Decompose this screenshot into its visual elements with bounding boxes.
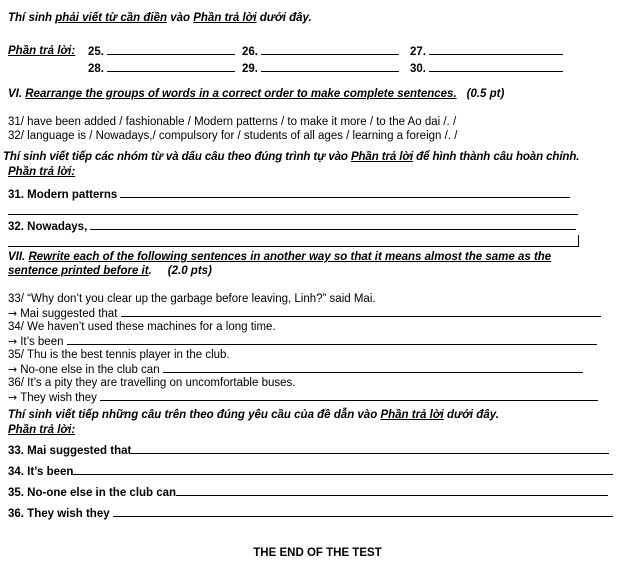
blank-25[interactable] — [88, 44, 235, 59]
blank-number: 25. — [88, 46, 104, 58]
blank-number: 26. — [242, 46, 258, 58]
instruction-answer-ref: Phần trả lời — [350, 151, 414, 163]
instruction-answer-ref: Phần trả lời — [193, 12, 257, 24]
instruction-text: để hình thành câu hoàn chỉnh. — [413, 151, 580, 163]
answer-line[interactable] — [90, 219, 576, 230]
arrow-right-icon: → — [8, 307, 18, 320]
answer-31 — [8, 187, 570, 202]
section-7-heading — [8, 250, 551, 264]
answer-prompt: 34. It’s been — [8, 466, 74, 478]
prompt-33 — [8, 306, 601, 321]
answer-34 — [8, 464, 613, 479]
prompt-text: Mai suggested that — [20, 308, 118, 320]
section-7-heading-line2 — [8, 264, 212, 278]
blank-28[interactable] — [88, 61, 235, 76]
blank-line[interactable] — [107, 61, 235, 72]
instruction-section-7 — [8, 408, 499, 422]
blank-29[interactable] — [242, 61, 399, 76]
blank-number: 29. — [242, 63, 258, 75]
answer-line[interactable] — [8, 214, 578, 215]
arrow-right-icon: → — [8, 335, 18, 348]
blank-line[interactable] — [429, 44, 563, 55]
question-36: 36/ It’s a pity they are travelling on uncomfortable buses. — [8, 377, 296, 389]
answer-line[interactable] — [176, 485, 608, 496]
prompt-35 — [8, 362, 583, 377]
instruction-text: Thí sinh — [8, 12, 56, 24]
answer-label: Phần trả lời: — [8, 45, 76, 57]
instruction-text: Thí sinh viết tiếp những câu trên theo đúng yêu cầu của đề dẫn vào — [8, 409, 381, 421]
answer-label: Phần trả lời: — [8, 424, 76, 436]
answer-line[interactable] — [163, 362, 583, 373]
answer-line[interactable] — [100, 390, 598, 401]
answer-line[interactable] — [73, 464, 613, 475]
arrow-right-icon: → — [8, 363, 18, 376]
answer-prompt: 32. Nowadays, — [8, 221, 88, 233]
blank-30[interactable] — [410, 61, 563, 76]
arrow-right-icon: → — [8, 391, 18, 404]
text-cursor — [578, 235, 579, 247]
answer-prompt: 31. Modern patterns — [8, 189, 118, 201]
instruction-text: vào — [167, 12, 194, 24]
section-number: VII. — [8, 251, 29, 263]
question-32: 32/ language is / Nowadays,/ compulsory for / students of all ages / learning a foreign /. / — [8, 130, 458, 142]
answer-line[interactable] — [120, 187, 570, 198]
section-title-dot: . — [148, 265, 152, 277]
blank-number: 28. — [88, 63, 104, 75]
prompt-text: No-one else in the club can — [20, 364, 160, 376]
answer-prompt: 35. No-one else in the club can — [8, 487, 177, 499]
answer-prompt: 36. They wish they — [8, 508, 110, 520]
prompt-36 — [8, 390, 598, 405]
prompt-text: It’s been — [20, 336, 64, 348]
answer-line[interactable] — [131, 443, 609, 454]
section-6-heading — [8, 87, 504, 101]
section-points: (2.0 pts) — [167, 265, 212, 277]
blank-line[interactable] — [107, 44, 235, 55]
section-title: Rearrange the groups of words in a correct order to make complete sentences. — [25, 88, 457, 100]
answer-line[interactable] — [113, 506, 613, 517]
question-35: 35/ Thu is the best tennis player in the club. — [8, 349, 230, 361]
instruction-emphasis: phải viết từ cần điền — [55, 12, 168, 24]
instruction-text: Thí sinh viết tiếp các nhóm từ và dấu câu theo đúng trình tự vào — [3, 151, 351, 163]
answer-prompt: 33. Mai suggested that — [8, 445, 132, 457]
answer-line[interactable] — [121, 306, 601, 317]
answer-line[interactable] — [8, 246, 578, 247]
section-title: Rewrite each of the following sentences in another way so that it means almost the same as the — [28, 251, 552, 263]
section-title: sentence printed before it — [8, 265, 149, 277]
blank-line[interactable] — [261, 61, 399, 72]
blank-number: 30. — [410, 63, 426, 75]
section-number: VI. — [8, 88, 26, 100]
question-34: 34/ We haven’t used these machines for a long time. — [8, 321, 276, 333]
instruction-fill-blanks — [8, 11, 312, 25]
question-33: 33/ “Why don’t you clear up the garbage before leaving, Linh?” said Mai. — [8, 293, 376, 305]
answer-33 — [8, 443, 609, 458]
answer-label: Phần trả lời: — [8, 166, 76, 178]
prompt-text: They wish they — [20, 392, 97, 404]
blank-number: 27. — [410, 46, 426, 58]
blank-line[interactable] — [429, 61, 563, 72]
answer-36 — [8, 506, 613, 521]
instruction-text: dưới đây. — [443, 409, 499, 421]
blank-27[interactable] — [410, 44, 563, 59]
blank-26[interactable] — [242, 44, 399, 59]
question-31: 31/ have been added / fashionable / Modern patterns / to make it more / to the Ao dai /. / — [8, 116, 457, 128]
prompt-34 — [8, 334, 597, 349]
answer-35 — [8, 485, 608, 500]
section-points: (0.5 pt) — [466, 88, 505, 100]
instruction-answer-ref: Phần trả lời — [380, 409, 444, 421]
answer-line[interactable] — [67, 334, 597, 345]
answer-32 — [8, 219, 576, 234]
blank-line[interactable] — [261, 44, 399, 55]
instruction-text: dưới đây. — [256, 12, 312, 24]
instruction-section-6 — [3, 150, 579, 164]
end-of-test-footer: THE END OF THE TEST — [253, 547, 382, 559]
